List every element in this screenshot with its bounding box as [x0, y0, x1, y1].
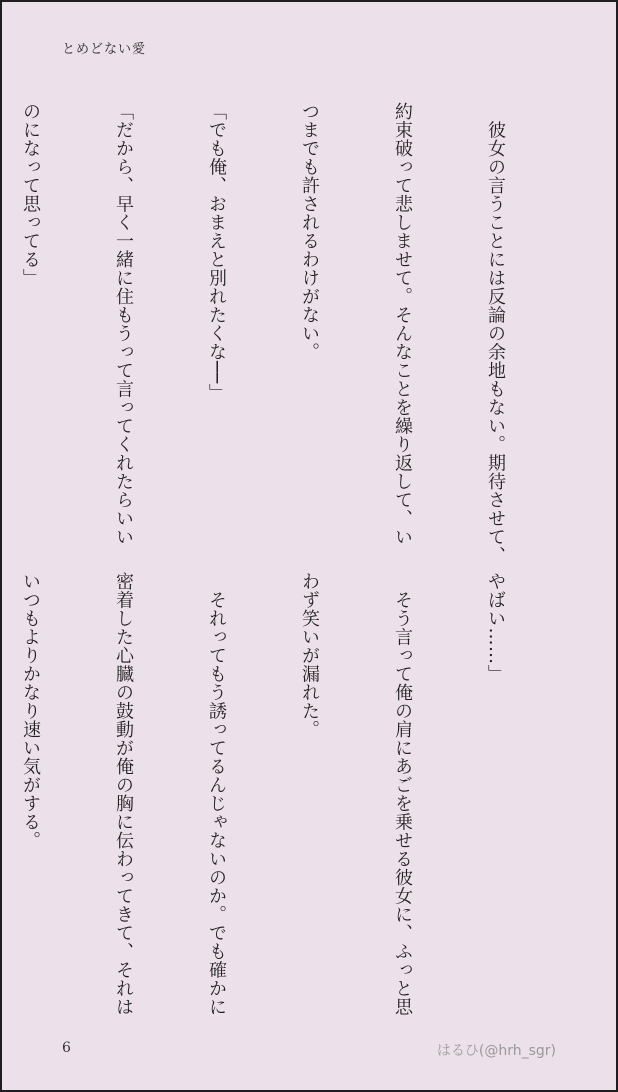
- text-line: わず笑いが漏れた。: [299, 572, 320, 739]
- text-block-bottom: [0, 572, 573, 1016]
- page-title: とめどない愛: [62, 42, 147, 57]
- text-line: それってもう誘ってるんじゃないのか。でも確かに: [206, 572, 227, 1016]
- author-credit: はるひ(@hrh_sgr): [436, 1043, 556, 1059]
- text-line: やばい……」: [485, 572, 506, 683]
- text-line: いつもよりかなり速い気がする。: [20, 572, 41, 850]
- text-line: つまでも許されるわけがない。: [299, 102, 320, 361]
- text-line: のになって思ってる」: [20, 102, 41, 287]
- text-block-top: [0, 102, 573, 565]
- text-line: 彼女の言うことには反論の余地もない。期待させて、: [485, 102, 506, 565]
- text-line: そう言って俺の肩にあごを乗せる彼女に、ふっと思: [392, 572, 413, 1016]
- page-number: 6: [62, 1040, 71, 1056]
- text-line: 「だから、早く一緒に住もうって言ってくれたらいい: [113, 102, 134, 546]
- text-line: 密着した心臓の鼓動が俺の胸に伝わってきて、それは: [113, 572, 134, 1016]
- text-line: 約束破って悲しませて。そんなことを繰り返して、い: [392, 102, 413, 546]
- text-line: 「でも俺、おまえと別れたくな──」: [206, 102, 227, 403]
